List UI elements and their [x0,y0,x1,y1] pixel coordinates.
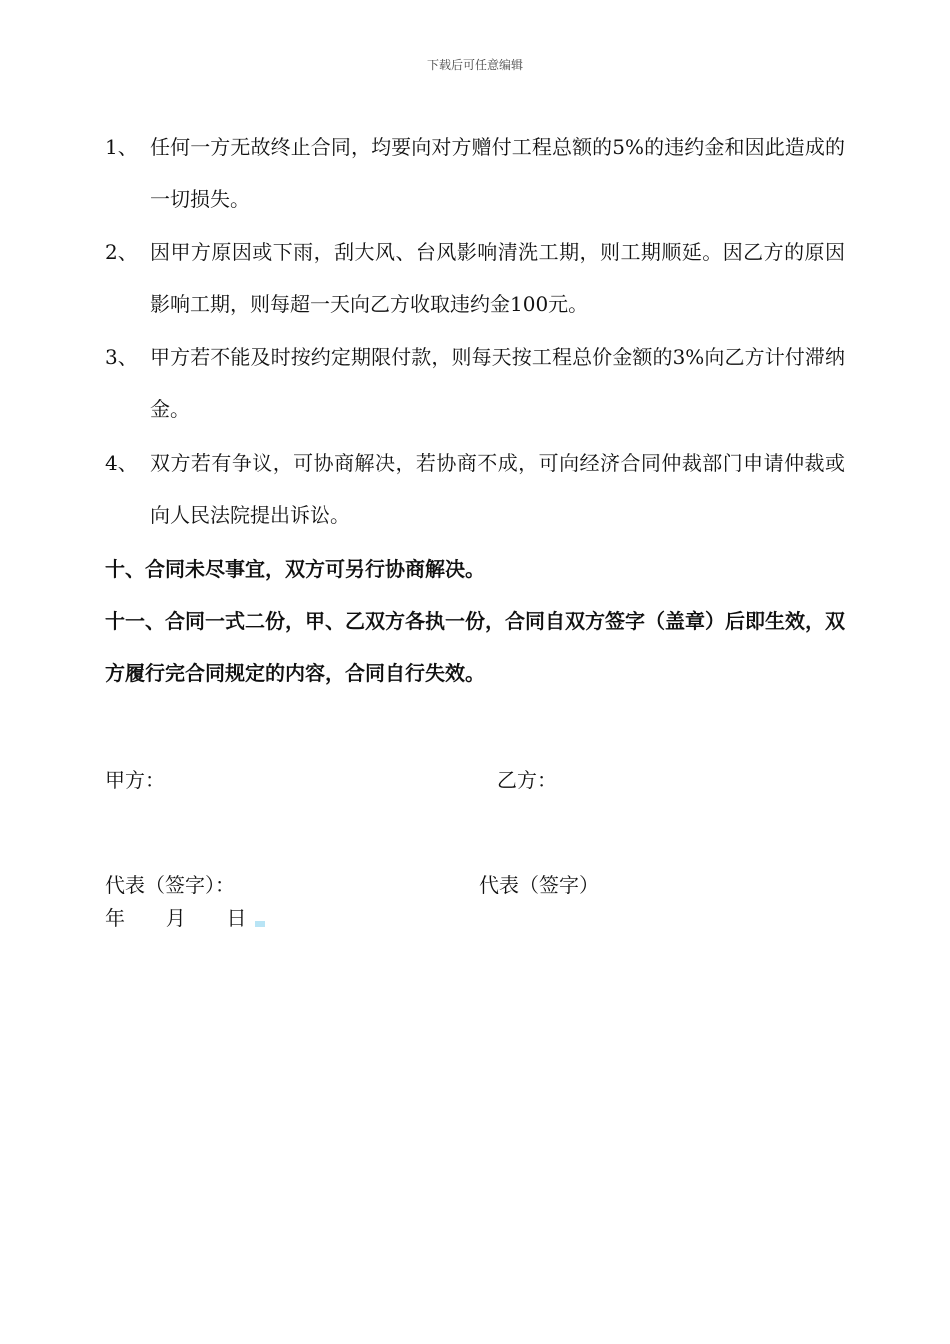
party-b-label: 乙方： [497,768,557,792]
clause-number: 3、 [105,345,138,369]
page-header: 下载后可任意编辑 [426,58,523,72]
party-a-label: 甲方： [105,768,165,792]
date-year: 年 [105,906,125,930]
clause-text: 双方若有争议，可协商解决，若协商不成，可向经济合同仲裁部门申请仲裁或向人民法院提出诉讼。 [150,451,845,527]
clause-number: 2、 [105,240,138,264]
clause-text: 任何一方无故终止合同，均要向对方赠付工程总额的5%的违约金和因此造成的一切损失。 [150,135,845,211]
rep-b-label: 代表（签字） [479,873,599,897]
clause-text: 甲方若不能及时按约定期限付款，则每天按工程总价金额的3%向乙方计付滞纳金。 [150,345,845,421]
date-month: 月 [165,906,186,930]
clause-item-1 [105,121,845,225]
clause-number: 4、 [105,451,138,475]
clause-text: 因甲方原因或下雨，刮大风、台风影响清洗工期，则工期顺延。因乙方的原因影响工期，则每超一天向乙方收取违约金100元。 [150,240,845,316]
clause-item-3 [105,331,845,435]
clause-item-2 [105,226,845,330]
clause-item-4 [105,437,845,541]
text-cursor-icon [255,921,265,927]
date-line [105,905,265,931]
clause-number: 1、 [105,135,138,159]
date-day: 日 [226,906,247,930]
rep-a-label: 代表（签字）： [105,873,235,897]
section-eleven: 十一、合同一式二份，甲、乙双方各执一份，合同自双方签字（盖章）后即生效，双方履行完合同规定的内容，合同自行失效。 [105,609,845,685]
section-ten: 十、合同未尽事宜，双方可另行协商解决。 [105,557,485,581]
